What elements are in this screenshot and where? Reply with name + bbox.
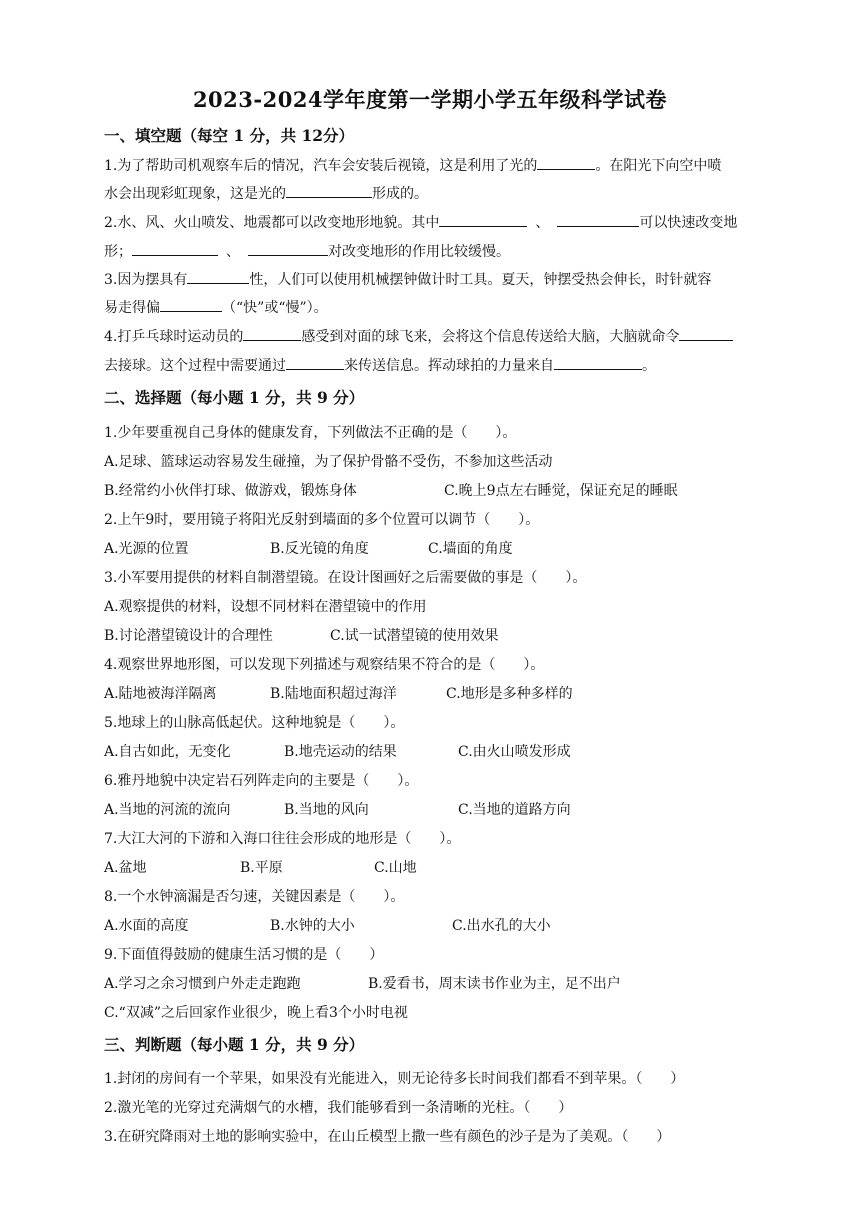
answer-blank[interactable]	[286, 183, 372, 198]
question-4-line-1	[104, 326, 733, 347]
question-text: 来传送信息。挥动球拍的力量来自	[344, 358, 554, 374]
mc-option[interactable]: C.山地	[374, 860, 417, 876]
mc-question-7: 7.大江大河的下游和入海口往往会形成的地形是（ ）。	[104, 831, 461, 847]
mc-option[interactable]: C.晚上9点左右睡觉，保证充足的睡眠	[444, 483, 678, 499]
question-text: 对改变地形的作用比较缓慢。	[328, 244, 510, 260]
question-text: 形；	[104, 244, 132, 260]
mc-option[interactable]: A.学习之余习惯到户外走走跑跑	[104, 976, 301, 992]
mc-question-1: 1.少年要重视自己身体的健康发育，下列做法不正确的是（ ）。	[104, 425, 517, 441]
section-heading-true-false: 三、判断题（每小题 1 分，共 9 分）	[104, 1035, 365, 1054]
question-4-line-2	[104, 355, 656, 376]
question-text: 1.为了帮助司机观察车后的情况，汽车会安装后视镜，这是利用了光的	[104, 158, 538, 174]
mc-option[interactable]: A.足球、篮球运动容易发生碰撞，为了保护骨骼不受伤，不参加这些活动	[104, 454, 553, 470]
question-3-line-2	[104, 297, 328, 318]
mc-option[interactable]: C.墙面的角度	[428, 541, 513, 557]
mc-option[interactable]: B.讨论潜望镜设计的合理性	[104, 628, 273, 644]
question-text: 3.因为摆具有	[104, 272, 188, 288]
mc-option[interactable]: A.光源的位置	[104, 541, 189, 557]
mc-option[interactable]: B.地壳运动的结果	[284, 744, 397, 760]
answer-blank[interactable]	[537, 155, 595, 170]
question-text: 、	[535, 215, 550, 231]
mc-option[interactable]: A.陆地被海洋隔离	[104, 686, 217, 702]
question-text: 去接球。这个过程中需要通过	[104, 358, 286, 374]
mc-option[interactable]: B.反光镜的角度	[270, 541, 369, 557]
mc-option[interactable]: A.当地的河流的流向	[104, 802, 231, 818]
question-text: 。	[642, 358, 656, 374]
mc-option[interactable]: C.出水孔的大小	[452, 918, 551, 934]
answer-blank[interactable]	[286, 355, 344, 370]
answer-blank[interactable]	[187, 269, 249, 284]
question-text: 可以快速改变地	[639, 215, 738, 231]
mc-option[interactable]: A.观察提供的材料，设想不同材料在潜望镜中的作用	[104, 599, 427, 615]
section-heading-fill-in: 一、填空题（每空 1 分，共 12分）	[104, 126, 355, 145]
mc-option[interactable]: B.当地的风向	[284, 802, 369, 818]
mc-question-5: 5.地球上的山脉高低起伏。这种地貌是（ ）。	[104, 715, 405, 731]
tf-question-3: 3.在研究降雨对土地的影响实验中，在山丘模型上撒一些有颜色的沙子是为了美观。（ ）	[104, 1129, 671, 1145]
question-1-line-2	[104, 183, 428, 204]
page-title: 2023-2024学年度第一学期小学五年级科学试卷	[192, 87, 668, 112]
mc-option[interactable]: A.盆地	[104, 860, 147, 876]
mc-question-4: 4.观察世界地形图，可以发现下列描述与观察结果不符合的是（ ）。	[104, 657, 545, 673]
mc-option[interactable]: B.陆地面积超过海洋	[270, 686, 397, 702]
question-text: 水会出现彩虹现象，这是光的	[104, 186, 286, 202]
question-text: 。在阳光下向空中喷	[595, 158, 722, 174]
mc-question-8: 8.一个水钟滴漏是否匀速，关键因素是（ ）。	[104, 889, 405, 905]
mc-option[interactable]: C.由火山喷发形成	[458, 744, 571, 760]
tf-question-2: 2.激光笔的光穿过充满烟气的水槽，我们能够看到一条清晰的光柱。（ ）	[104, 1100, 573, 1116]
answer-blank[interactable]	[554, 355, 642, 370]
answer-blank[interactable]	[557, 212, 639, 227]
tf-question-1: 1.封闭的房间有一个苹果，如果没有光能进入，则无论待多长时间我们都看不到苹果。（ ）	[104, 1071, 685, 1087]
mc-option[interactable]: B.经常约小伙伴打球、做游戏，锻炼身体	[104, 483, 357, 499]
question-text: 感受到对面的球飞来，会将这个信息传送给大脑，大脑就命令	[301, 329, 680, 345]
question-2-line-1	[104, 212, 737, 233]
question-text: 2.水、风、火山喷发、地震都可以改变地形地貌。其中	[104, 215, 440, 231]
question-text: 形成的。	[372, 186, 428, 202]
section-heading-multiple-choice: 二、选择题（每小题 1 分，共 9 分）	[104, 388, 365, 407]
answer-blank[interactable]	[248, 241, 328, 256]
question-text: 易走得偏	[104, 300, 160, 316]
mc-option[interactable]: C.“双减”之后回家作业很少，晚上看3个小时电视	[104, 1005, 408, 1021]
mc-question-9: 9.下面值得鼓励的健康生活习惯的是（ ）	[104, 947, 384, 963]
answer-blank[interactable]	[160, 297, 222, 312]
mc-question-2: 2.上午9时，要用镜子将阳光反射到墙面的多个位置可以调节（ ）。	[104, 512, 540, 528]
mc-option[interactable]: B.爱看书，周末读书作业为主，足不出户	[368, 976, 621, 992]
mc-option[interactable]: A.自古如此，无变化	[104, 744, 231, 760]
mc-option[interactable]: C.当地的道路方向	[458, 802, 571, 818]
mc-option[interactable]: C.地形是多种多样的	[446, 686, 573, 702]
mc-option[interactable]: B.水钟的大小	[270, 918, 355, 934]
answer-blank[interactable]	[132, 241, 218, 256]
mc-option[interactable]: B.平原	[240, 860, 283, 876]
question-2-line-2	[104, 241, 510, 262]
question-text: 、	[226, 244, 240, 260]
question-text: （“快”或“慢”）。	[222, 300, 328, 316]
mc-option[interactable]: C.试一试潜望镜的使用效果	[330, 628, 499, 644]
mc-question-3: 3.小军要用提供的材料自制潜望镜。在设计图画好之后需要做的事是（ ）。	[104, 570, 587, 586]
mc-option[interactable]: A.水面的高度	[104, 918, 189, 934]
question-3-line-1	[104, 269, 711, 290]
answer-blank[interactable]	[243, 326, 301, 341]
mc-question-6: 6.雅丹地貌中决定岩石列阵走向的主要是（ ）。	[104, 773, 419, 789]
answer-blank[interactable]	[439, 212, 527, 227]
answer-blank[interactable]	[679, 326, 733, 341]
question-text: 性，人们可以使用机械摆钟做计时工具。夏天，钟摆受热会伸长，时针就容	[249, 272, 712, 288]
question-1-line-1	[104, 155, 721, 176]
question-text: 4.打乒乓球时运动员的	[104, 329, 244, 345]
